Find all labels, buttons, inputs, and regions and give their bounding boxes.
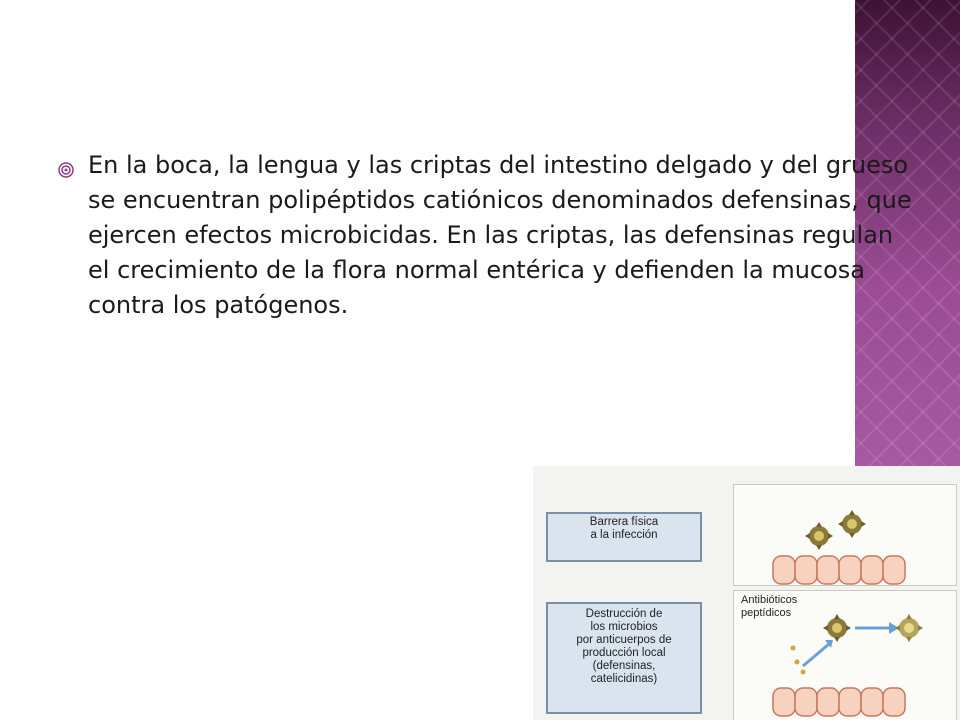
bullet-list (58, 148, 918, 323)
microbe-icon (823, 614, 851, 642)
destruction-illustration (733, 590, 957, 720)
arrow-up-icon (803, 644, 829, 666)
microbes-illustration (733, 484, 957, 588)
epithelial-cells (773, 688, 905, 716)
physical-barrier-label: Barrera física a la infección (546, 512, 702, 562)
microbe-icon (838, 510, 866, 538)
peptide-antibiotics-label: Antibióticos peptídicos (741, 594, 798, 619)
defensin-dots (791, 646, 806, 675)
bullet-target-icon (58, 162, 74, 178)
microbe-icon (805, 522, 833, 550)
defense-figure (533, 466, 960, 720)
bullet-text: En la boca, la lengua y las criptas del intestino delgado y del grueso se encuentran polipéptidos catiónicos denominados defensinas, que ejercen efectos microbicidas. En las criptas, las defensinas regulan el crecimiento de la flora normal entérica y defienden la mucosa contra los patógenos. (88, 151, 912, 319)
epithelial-cells (773, 556, 905, 584)
microbe-destruction-label: Destrucción de los microbios por anticuerpos de producción local (defensinas, catelicidinas) (546, 602, 702, 714)
microbe-icon (895, 614, 923, 642)
